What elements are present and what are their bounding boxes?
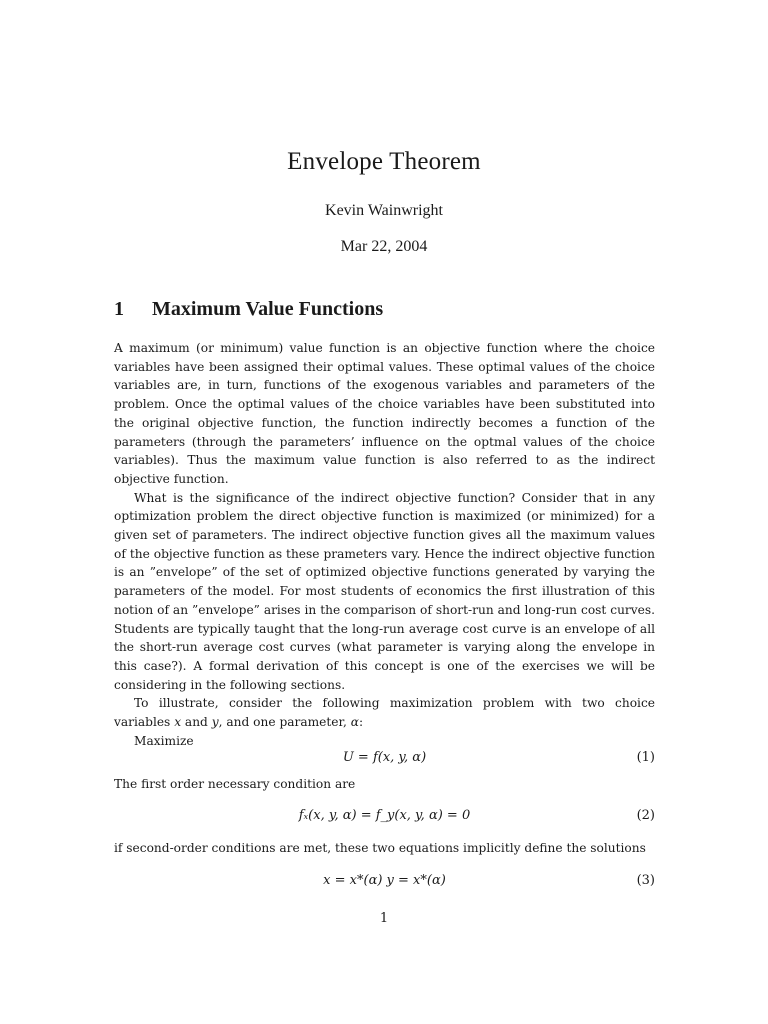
equation-3-expression: x = x*(α) y = x*(α) — [323, 873, 446, 888]
page-number: 1 — [379, 911, 389, 926]
paragraph-3-mid: , and one parameter, — [218, 715, 351, 730]
text-first-order-condition: The first order necessary condition are — [114, 777, 356, 791]
variable-x: x — [174, 715, 182, 730]
document-title: Envelope Theorem — [287, 148, 481, 175]
text-second-order-condition: if second-order conditions are met, these two equations implicitly define the solutions — [114, 841, 646, 855]
section-title: Maximum Value Functions — [152, 298, 384, 320]
equation-2-expression: fₓ(x, y, α) = f_y(x, y, α) = 0 — [298, 808, 471, 823]
paragraph-2: What is the significance of the indirect objective function? Consider that in any optimization problem the direct objective function is maximized (or minimized) for a given set of parameters. The indirect objective function gives all the maximum values of the objective function as these prameters vary. Hence the indirect objective function is an ”envelope” of the set of optimized objective functions generated by varying the parameters of the model. For most students of economics the first illustration of this notion of an ”envelope” arises in the comparison of short-run and long-run cost curves. Students are typically taught that the long-run average cost curve is an envelope of all the short-run average cost curves (what parameter is varying along the envelope in this case?). A formal derivation of this concept is one of the exercises we will be considering in the following sections. — [114, 490, 655, 692]
parameter-alpha: α — [350, 715, 359, 730]
paragraph-3-and: and — [181, 715, 212, 730]
equation-2-number: (2) — [636, 808, 655, 823]
equation-3-number: (3) — [636, 873, 655, 888]
document-author: Kevin Wainwright — [325, 202, 443, 219]
paragraph-3-end: : — [358, 715, 364, 730]
paragraph-3 — [114, 694, 655, 731]
equation-1-expression: U = f(x, y, α) — [342, 750, 427, 765]
equation-1 — [114, 750, 655, 770]
section-heading — [114, 298, 383, 321]
document-date: Mar 22, 2004 — [340, 238, 428, 255]
variable-y: y — [211, 715, 219, 730]
equation-1-number: (1) — [636, 750, 655, 765]
section-body — [114, 339, 655, 750]
paragraph-maximize: Maximize — [134, 733, 194, 748]
equation-3 — [114, 873, 655, 893]
section-number: 1 — [114, 298, 124, 320]
paragraph-1: A maximum (or minimum) value function is an objective function where the choice variables have been assigned their optimal values. These optimal values of the choice variables are, in turn, functions of the exogenous variables and parameters of the problem. Once the optimal values of the choice variables have been substituted into the original objective function, the function indirectly becomes a function of the parameters (through the parameters’ influence on the optmal values of the choice variables). Thus the maximum value function is also referred to as the indirect objective function. — [114, 341, 655, 486]
equation-2 — [114, 808, 655, 828]
paragraph-3-prefix: To illustrate, consider the following maximization problem with two choice variables — [114, 696, 655, 730]
